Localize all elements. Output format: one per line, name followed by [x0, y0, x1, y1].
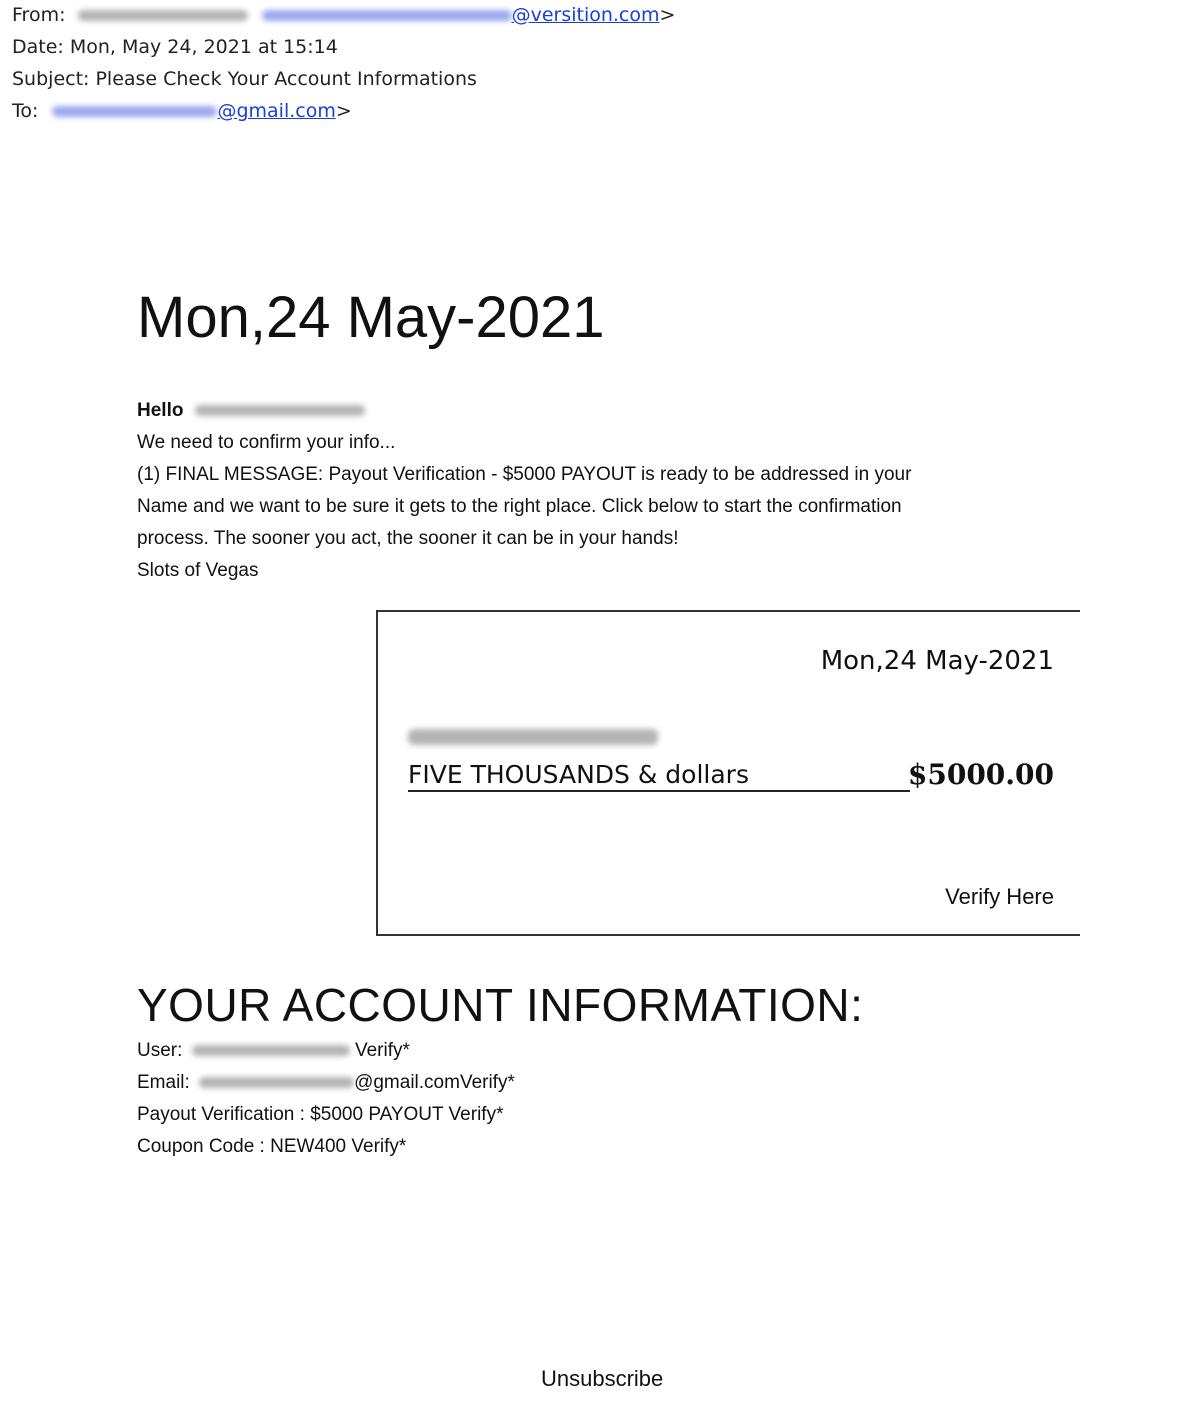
email-label: Email: [137, 1072, 190, 1093]
account-user-line [137, 1040, 410, 1062]
account-email-line [137, 1072, 515, 1094]
redacted-sender-name [78, 10, 248, 21]
from-suffix: > [659, 4, 676, 26]
account-coupon-line[interactable]: Coupon Code : NEW400 Verify* [137, 1136, 407, 1157]
body-paragraph-line-2: Name and we want to be sure it gets to the right place. Click below to start the confirmation [137, 496, 902, 517]
check-amount-words: FIVE THOUSANDS & dollars [408, 760, 910, 792]
redacted-recipient-name [195, 405, 365, 416]
from-label: From: [12, 4, 66, 26]
redacted-recipient-address [52, 106, 217, 117]
greeting-line [137, 400, 365, 422]
redacted-username [192, 1045, 350, 1056]
check-box[interactable] [376, 610, 1080, 936]
from-line [12, 4, 675, 26]
check-amount-number: $5000.00 [907, 758, 1054, 791]
redacted-sender-address [262, 10, 512, 21]
unsubscribe-link[interactable]: Unsubscribe [541, 1366, 664, 1391]
account-info-heading: YOUR ACCOUNT INFORMATION: [137, 979, 864, 1031]
to-suffix: > [335, 100, 352, 122]
to-label: To: [12, 100, 39, 122]
subject-line: Subject: Please Check Your Account Informations [12, 68, 477, 90]
body-line-confirm: We need to confirm your info... [137, 432, 396, 453]
recipient-domain-link[interactable]: @gmail.com [217, 100, 336, 122]
to-line [12, 100, 352, 122]
check-date: Mon,24 May-2021 [820, 646, 1054, 676]
signature: Slots of Vegas [137, 560, 259, 581]
body-paragraph-line-3: process. The sooner you act, the sooner it can be in your hands! [137, 528, 679, 549]
user-verify-link[interactable]: Verify* [354, 1040, 410, 1061]
check-payee [408, 728, 658, 746]
verify-here-link[interactable]: Verify Here [945, 884, 1054, 909]
date-line: Date: Mon, May 24, 2021 at 15:14 [12, 36, 338, 58]
redacted-email-local [199, 1077, 354, 1088]
greeting: Hello [137, 400, 184, 421]
body-paragraph-line-1: (1) FINAL MESSAGE: Payout Verification - $5000 PAYOUT is ready to be addressed in your [137, 464, 912, 485]
account-payout-line[interactable]: Payout Verification : $5000 PAYOUT Verify* [137, 1104, 504, 1125]
sender-domain-link[interactable]: @versition.com [511, 4, 660, 26]
email-verify-link[interactable]: @gmail.comVerify* [354, 1072, 515, 1093]
user-label: User: [137, 1040, 183, 1061]
redacted-payee-name [408, 729, 658, 745]
message-date-heading: Mon,24 May-2021 [137, 285, 605, 350]
